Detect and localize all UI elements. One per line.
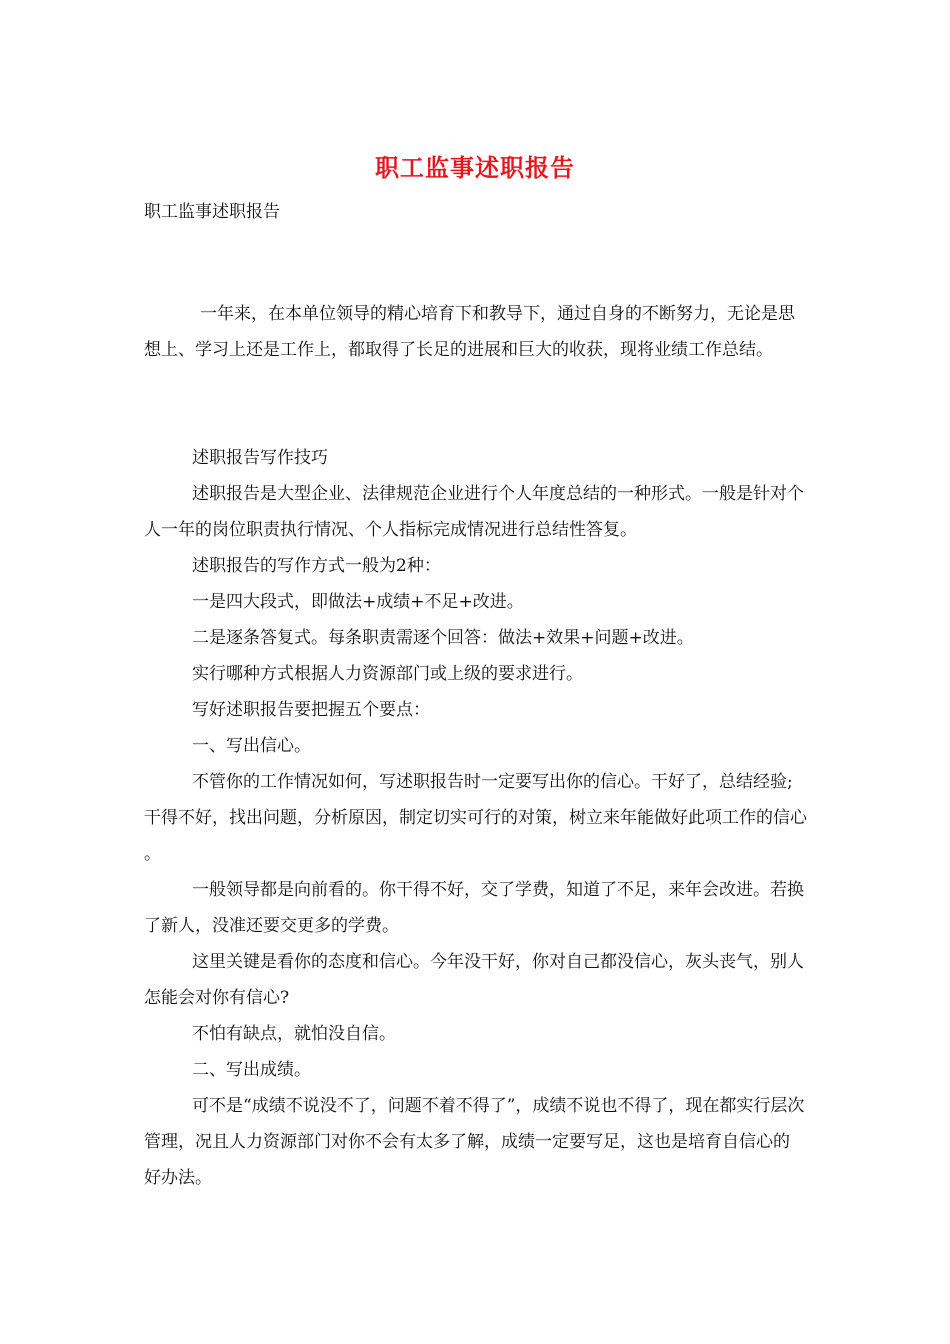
intro-paragraph: 一年来，在本单位领导的精心培育下和教导下，通过自身的不断努力，无论是思想上、学习上还是工作上，都取得了长足的进展和巨大的收获，现将业绩工作总结。 [144, 304, 795, 360]
paragraph: 述职报告是大型企业、法律规范企业进行个人年度总结的一种形式。一般是针对个人一年的岗位职责执行情况、个人指标完成情况进行总结性答复。 [144, 484, 804, 540]
paragraph: 一般领导都是向前看的。你干得不好，交了学费，知道了不足，来年会改进。若换了新人，没准还要交更多的学费。 [144, 880, 804, 936]
section-heading: 二、写出成绩。 [192, 1060, 311, 1080]
paragraph: 不怕有缺点，就怕没自信。 [192, 1024, 396, 1044]
body-text [144, 440, 809, 1196]
document-subtitle: 职工监事述职报告 [144, 202, 280, 222]
paragraph: 实行哪种方式根据人力资源部门或上级的要求进行。 [192, 664, 583, 684]
section-heading: 一、写出信心。 [192, 736, 311, 756]
paragraph: 二是逐条答复式。每条职责需逐个回答：做法+效果+问题+改进。 [192, 628, 694, 648]
paragraph: 不管你的工作情况如何，写述职报告时一定要写出你的信心。干好了，总结经验;干得不好，找出问题，分析原因，制定切实可行的对策，树立来年能做好此项工作的信心 。 [144, 772, 807, 864]
paragraph: 这里关键是看你的态度和信心。今年没干好，你对自己都没信心，灰头丧气，别人怎能会对你有信心? [144, 952, 804, 1008]
paragraph: 可不是“成绩不说没不了，问题不着不得了”，成绩不说也不得了，现在都实行层次管理，况且人力资源部门对你不会有太多了解，成绩一定要写足，这也是培育自信心的 好办法。 [144, 1096, 805, 1188]
page-title: 职工监事述职报告 [375, 153, 575, 182]
paragraph: 一是四大段式，即做法+成绩+不足+改进。 [192, 592, 524, 612]
paragraph: 述职报告的写作方式一般为2种： [192, 556, 441, 576]
section-heading: 述职报告写作技巧 [192, 448, 328, 468]
paragraph: 写好述职报告要把握五个要点： [192, 700, 430, 720]
